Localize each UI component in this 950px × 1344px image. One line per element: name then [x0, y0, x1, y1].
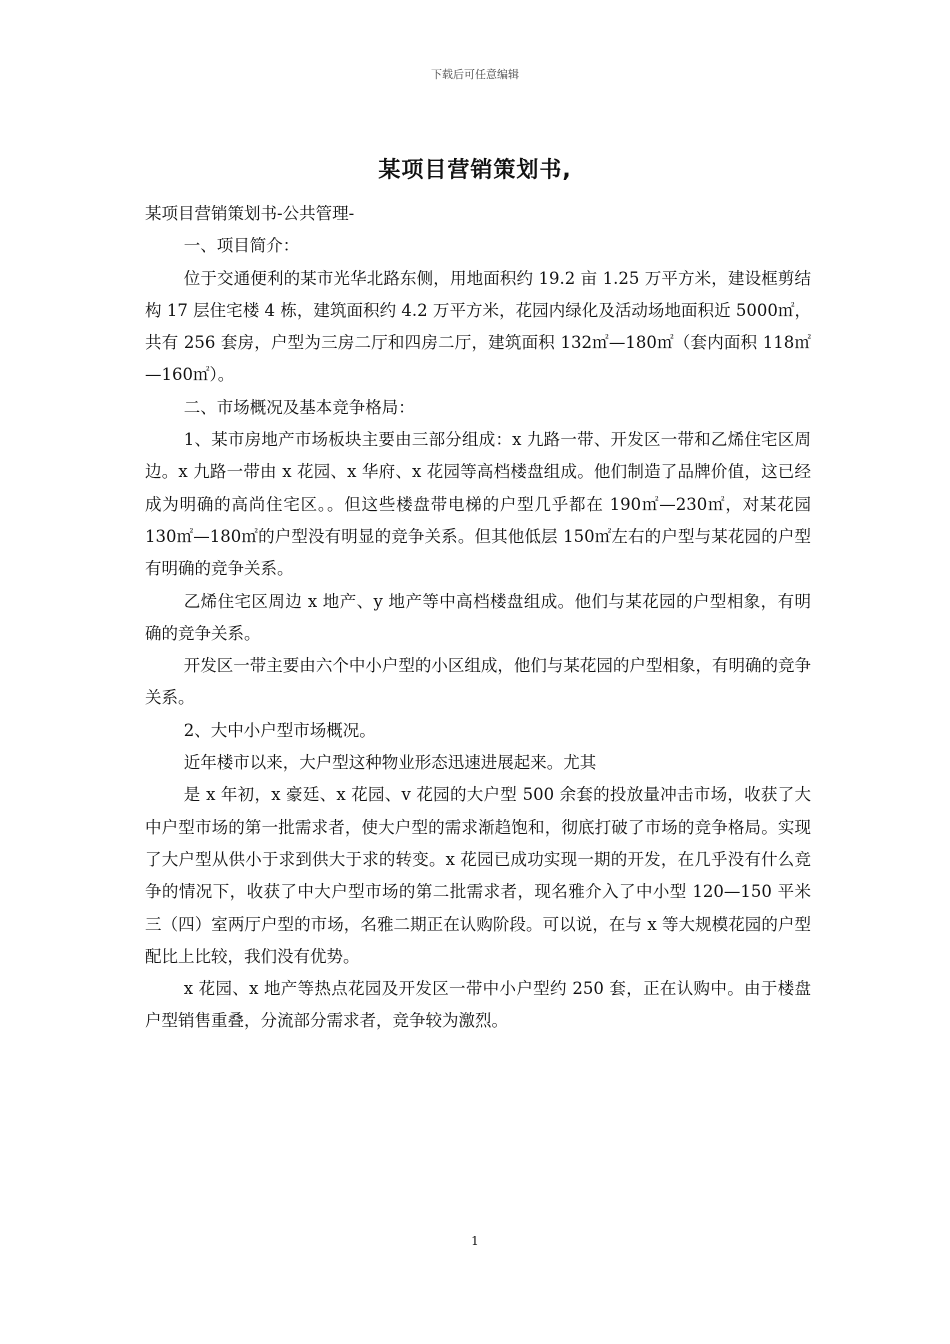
paragraph-recent-market: 近年楼市以来，大户型这种物业形态迅速进展起来。尤其: [183, 753, 597, 773]
section-heading-project-intro: 一、项目简介：: [183, 236, 300, 256]
paragraph-ethylene-area: 乙烯住宅区周边 x 地产、y 地产等中高档楼盘组成。他们与某花园的户型相象，有明确的竞争关系。: [145, 591, 811, 643]
paragraph-hotspot-competition: x 花园、x 地产等热点花园及开发区一带中小户型约 250 套，正在认购中。由于楼盘户型销售重叠，分流部分需求者，竞争较为激烈。: [145, 979, 811, 1031]
paragraph-development-zone: 开发区一带主要由六个中小户型的小区组成，他们与某花园的户型相象，有明确的竞争关系。: [145, 656, 811, 708]
document-body: [145, 198, 811, 1038]
paragraph-large-unit-supply: 是 x 年初，x 豪廷、x 花园、v 花园的大户型 500 余套的投放量冲击市场，收获了大中户型市场的第一批需求者，使大户型的需求渐趋饱和，彻底打破了市场的竞争格局。实现了大户型从供小于求到供大于求的转变。x 花园已成功实现一期的开发，在几乎没有什么竞争的情况下，收获了中大户型市场的第二批需求者，现名雅介入了中小型 120—150 平米三（四）室两厅户型的市场，名雅二期正在认购阶段。可以说，在与 x 等大规模花园的户型配比上比较，我们没有优势。: [145, 785, 811, 966]
section-heading-market-overview: 二、市场概况及基本竞争格局：: [183, 397, 415, 417]
paragraph-market-segments: 1、某市房地产市场板块主要由三部分组成：x 九路一带、开发区一带和乙烯住宅区周边。x 九路一带由 x 花园、x 华府、x 花园等高档楼盘组成。他们制造了品牌价值，这已经成为明确的高尚住宅区。。但这些楼盘带电梯的户型几乎都在 190㎡—230㎡，对某花园 130㎡—180㎡的户型没有明显的竞争关系。但其他低层 150㎡左右的户型与某花园的户型有明确的竞争关系。: [145, 430, 811, 579]
subtitle-line: 某项目营销策划书-公共管理-: [145, 204, 355, 223]
subheading-unit-size-market: 2、大中小户型市场概况。: [183, 720, 376, 740]
paragraph-project-intro: 位于交通便利的某市光华北路东侧，用地面积约 19.2 亩 1.25 万平方米，建设框剪结构 17 层住宅楼 4 栋，建筑面积约 4.2 万平方米，花园内绿化及活动场地面积近 5000㎡，共有 256 套房，户型为三房二厅和四房二厅，建筑面积 132㎡—180㎡（套内面积 118㎡—160㎡）。: [145, 268, 811, 385]
page-header-note: 下载后可任意编辑: [431, 68, 519, 81]
document-title: 某项目营销策划书,: [378, 158, 572, 183]
page-number: 1: [471, 1234, 479, 1248]
